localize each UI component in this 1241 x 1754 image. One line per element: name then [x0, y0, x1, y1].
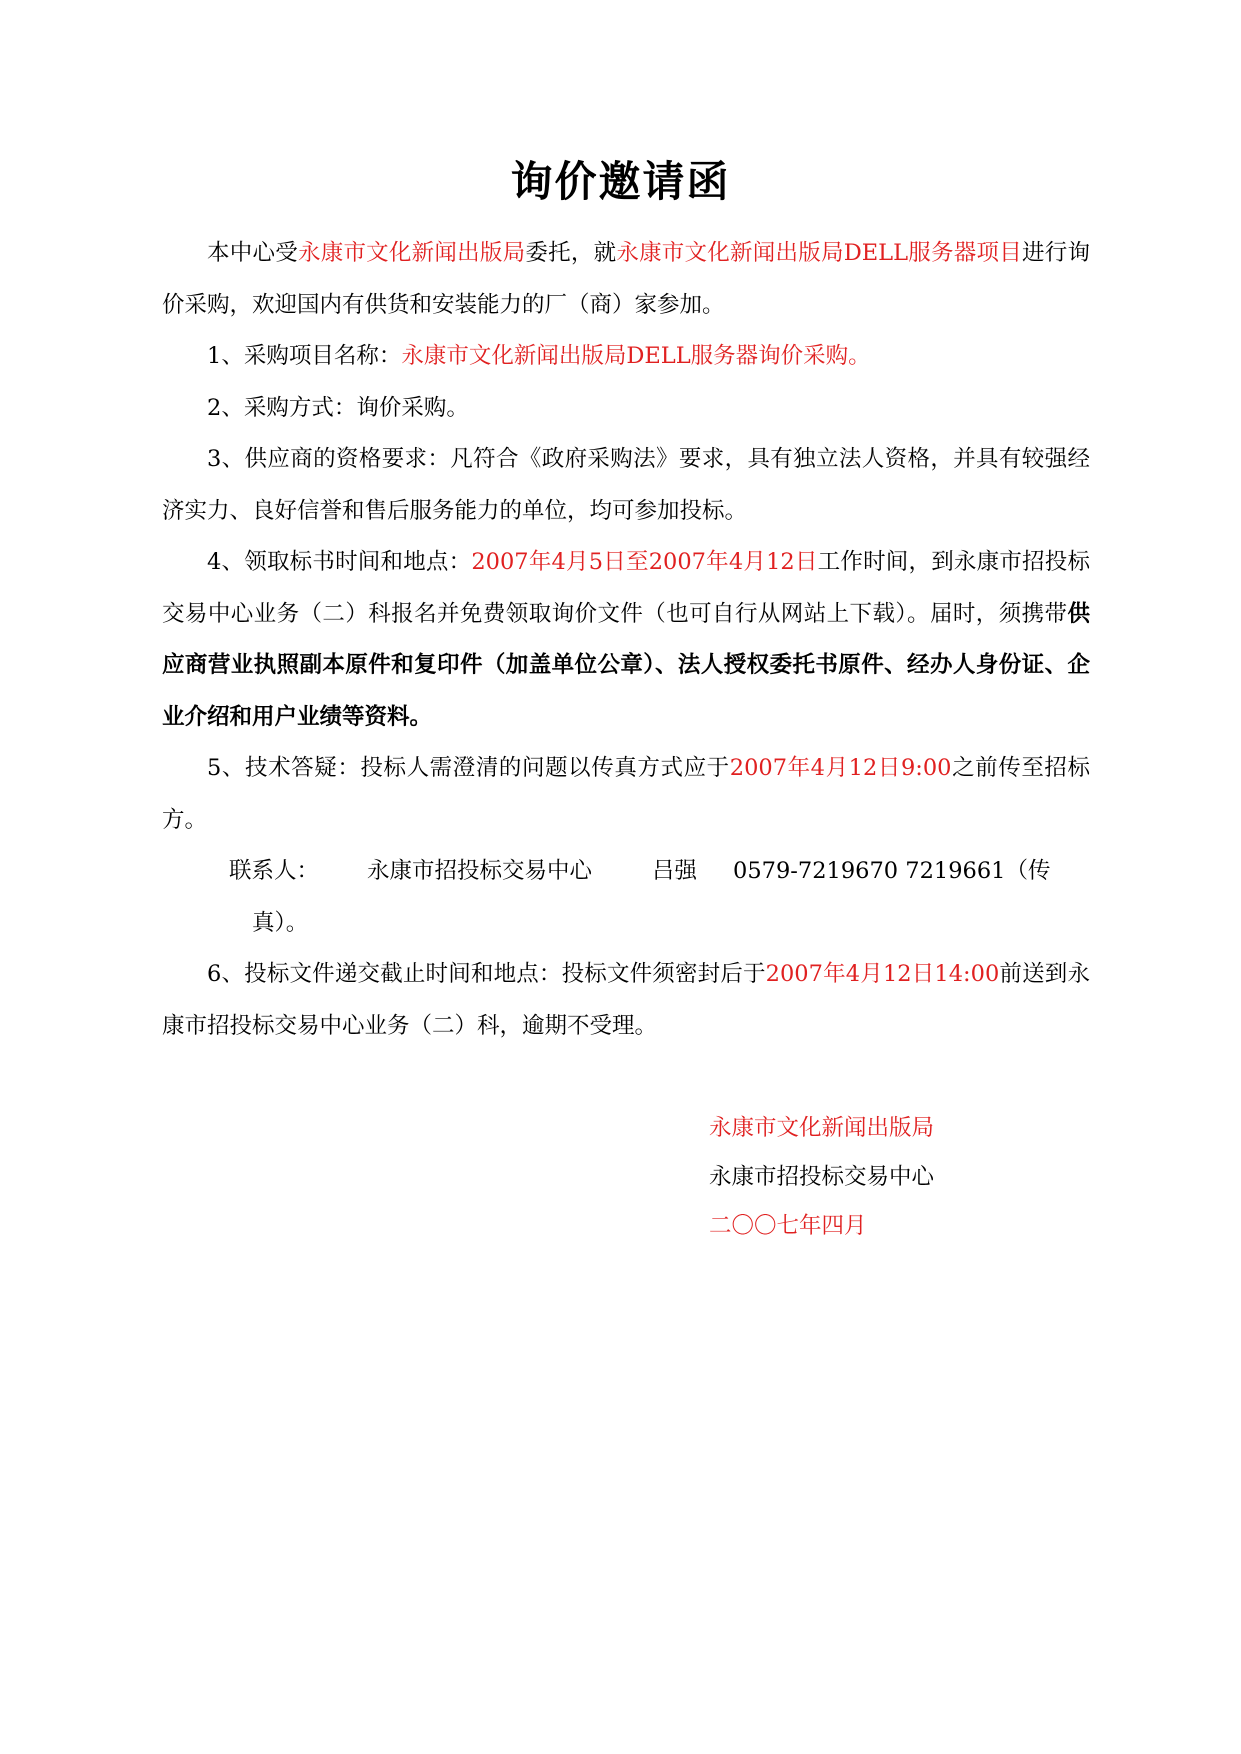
contact-org: 永康市招投标交易中心: [367, 858, 593, 884]
item-6-submission-deadline: [162, 949, 1090, 1052]
intro-highlight-1: 永康市文化新闻出版局: [297, 240, 526, 266]
contact-name: 吕强: [652, 858, 698, 884]
contact-label: 联系人：: [229, 858, 320, 884]
item-3-qualification: 3、供应商的资格要求：凡符合《政府采购法》要求，具有独立法人资格，并具有较强经济实力、良好信誉和售后服务能力的单位，均可参加投标。: [162, 446, 1090, 524]
item-1-value: 永康市文化新闻出版局DELL服务器询价采购。: [401, 343, 871, 369]
signature-org-2: 永康市招投标交易中心: [709, 1164, 935, 1190]
contact-phone-continued: 真）。: [252, 909, 309, 936]
intro-paragraph: [162, 228, 1090, 331]
item-6-text-2: 前送到永康市招投标交易中心业务（二）科，逾期不受理。: [162, 961, 1090, 1039]
intro-text-2: 委托，就: [525, 240, 617, 266]
item-4-date-range: 2007年4月5日至2007年4月12日: [471, 549, 818, 575]
item-6-text-1: 6、投标文件递交截止时间和地点：投标文件须密封后于: [207, 961, 766, 987]
item-1-label: 1、采购项目名称：: [207, 343, 402, 369]
document-body: [162, 228, 1090, 1052]
intro-text-1: 本中心受: [207, 240, 298, 266]
item-4-text-1: 4、领取标书时间和地点：: [207, 549, 472, 575]
intro-highlight-2: 永康市文化新闻出版局DELL服务器项目: [616, 240, 1022, 266]
item-5-text-2: 之前传至招标方。: [162, 755, 1090, 833]
contact-line: [162, 846, 1090, 898]
item-5-deadline: 2007年4月12日9:00: [729, 755, 952, 781]
item-4-text-2: 工作时间，到永康市招投标交易中心业务（二）科报名并免费领取询价文件（也可自行从网站上下载）。届时，须携带: [162, 549, 1090, 627]
signature-block: [709, 1104, 934, 1251]
intro-text-3: 进行询价采购，欢迎国内有供货和安装能力的厂（商）家参加。: [162, 240, 1090, 318]
contact-phone: 0579-7219670 7219661（传: [733, 858, 1051, 884]
signature-date: 二〇〇七年四月: [709, 1213, 867, 1239]
item-5-technical-qa: [162, 743, 1090, 846]
page-title: 询价邀请函: [510, 157, 731, 206]
item-2-procurement-method: 2、采购方式：询价采购。: [207, 394, 469, 421]
item-5-text-1: 5、技术答疑：投标人需澄清的问题以传真方式应于: [207, 755, 730, 781]
item-1-project-name: [162, 331, 1090, 383]
item-4-document-collection: [162, 537, 1090, 743]
signature-org-1: 永康市文化新闻出版局: [709, 1115, 935, 1141]
item-4-required-materials: 供应商营业执照副本原件和复印件（加盖单位公章）、法人授权委托书原件、经办人身份证、企业介绍和用户业绩等资料。: [162, 600, 1090, 730]
item-6-deadline: 2007年4月12日14:00: [765, 961, 1000, 987]
